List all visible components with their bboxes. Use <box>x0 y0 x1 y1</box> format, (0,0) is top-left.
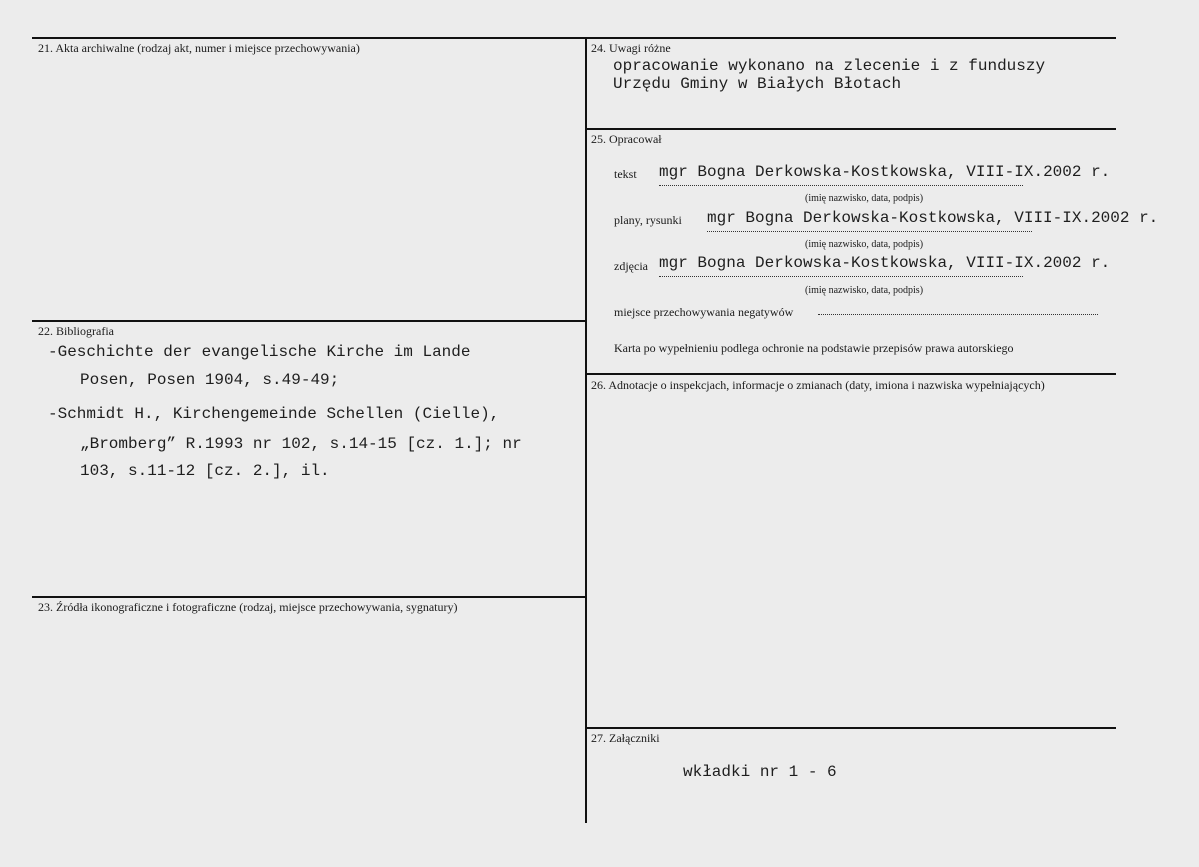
attachments-value: wkładki nr 1 - 6 <box>683 763 837 781</box>
negatywy-dotted-line <box>818 314 1098 315</box>
plany-dotted-line <box>707 231 1032 232</box>
tekst-hint: (imię nazwisko, data, podpis) <box>805 193 924 204</box>
zdjecia-label: zdjęcia <box>614 259 648 273</box>
section23-label: 23. Źródła ikonograficzne i fotograficzne (rodzaj, miejsce przechowywania, sygnatury) <box>38 600 458 614</box>
section25-label: 25. Opracował <box>591 132 662 146</box>
section27-label: 27. Załączniki <box>591 731 660 745</box>
bibliography-line: Posen, Posen 1904, s.49-49; <box>80 371 340 389</box>
section22-label: 22. Bibliografia <box>38 324 114 338</box>
remarks-line: Urzędu Gminy w Białych Błotach <box>613 75 902 93</box>
section26-label: 26. Adnotacje o inspekcjach, informacje o zmianach (daty, imiona i nazwiska wypełniających) <box>591 378 1045 392</box>
bibliography-line: „Bromberg” R.1993 nr 102, s.14-15 [cz. 1.]; nr <box>80 435 522 453</box>
section26-top-line <box>586 373 1116 375</box>
tekst-value: mgr Bogna Derkowska-Kostkowska, VIII-IX.2002 r. <box>659 163 1111 181</box>
bibliography-line: -Schmidt H., Kirchengemeinde Schellen (Cielle), <box>48 405 500 423</box>
tekst-label: tekst <box>614 167 637 181</box>
plany-label: plany, rysunki <box>614 213 682 227</box>
zdjecia-dotted-line <box>659 276 1023 277</box>
top-border-line <box>32 37 1116 39</box>
zdjecia-hint: (imię nazwisko, data, podpis) <box>805 285 924 296</box>
section24-label: 24. Uwagi różne <box>591 41 671 55</box>
center-divider-line <box>585 37 587 823</box>
tekst-dotted-line <box>659 185 1023 186</box>
section21-label: 21. Akta archiwalne (rodzaj akt, numer i miejsce przechowywania) <box>38 41 360 55</box>
copyright-notice: Karta po wypełnieniu podlega ochronie na podstawie przepisów prawa autorskiego <box>614 341 1014 355</box>
section23-top-line <box>32 596 586 598</box>
section25-top-line <box>586 128 1116 130</box>
bibliography-line: 103, s.11-12 [cz. 2.], il. <box>80 462 330 480</box>
plany-value: mgr Bogna Derkowska-Kostkowska, VIII-IX.2002 r. <box>707 209 1159 227</box>
remarks-line: opracowanie wykonano na zlecenie i z funduszy <box>613 57 1046 75</box>
plany-hint: (imię nazwisko, data, podpis) <box>805 239 924 250</box>
zdjecia-value: mgr Bogna Derkowska-Kostkowska, VIII-IX.2002 r. <box>659 254 1111 272</box>
negatywy-label: miejsce przechowywania negatywów <box>614 305 794 319</box>
section22-top-line <box>32 320 586 322</box>
bibliography-line: -Geschichte der evangelische Kirche im Lande <box>48 343 471 361</box>
section27-top-line <box>586 727 1116 729</box>
